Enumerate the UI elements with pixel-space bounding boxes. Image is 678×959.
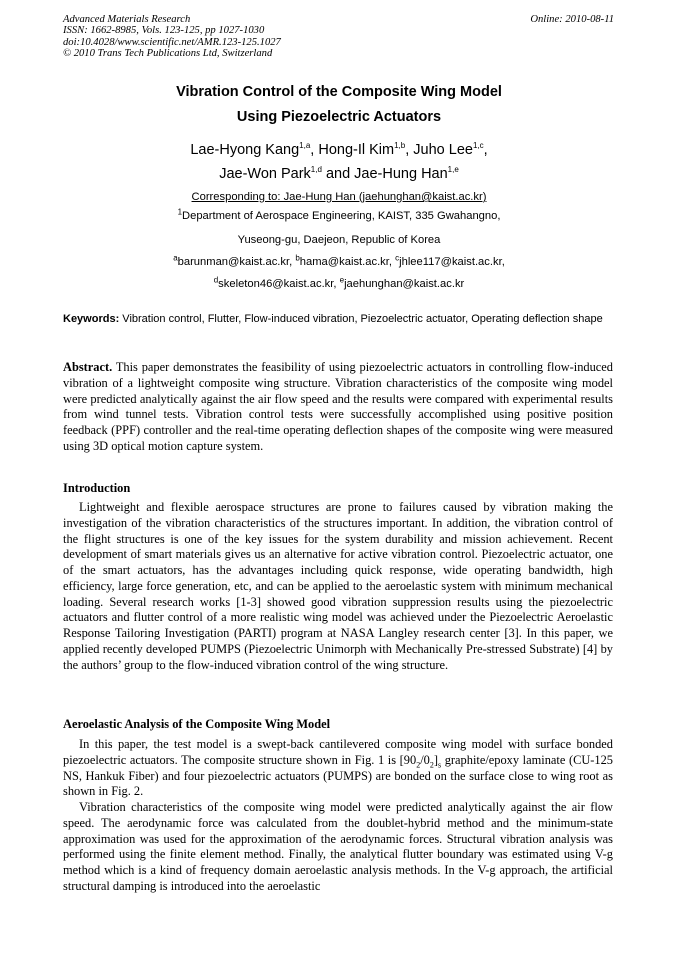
author-separator: and <box>321 166 355 182</box>
text-run: /0 <box>420 752 430 767</box>
corresponding-author <box>0 191 678 203</box>
subscript: s <box>437 760 442 770</box>
aeroelastic-paragraph-1-text <box>63 737 613 800</box>
email-mark: b <box>295 253 300 263</box>
corresponding-author-text: Corresponding to: Jae-Hung Han (jaehunghan@kaist.ac.kr) <box>191 191 487 203</box>
email-mark: c <box>395 253 400 263</box>
author-line-1 <box>0 138 678 162</box>
introduction-body <box>63 500 613 673</box>
abstract-text: This paper demonstrates the feasibility of using piezoelectric actuators in controlling flow-induced vibration of a lightweight composite wing structure. Vibration characteristics of the composite wing model were predicted analytically against the air flow speed and the results were compared with experimental results from wind tunnel tests. Vibration control tests were successfully accomplished using positive position feedback (PPF) controller and the real-time operating deflection shapes of the composite wing were measured using 3D optical motion capture system. <box>63 360 613 453</box>
author-affiliation-mark: 1,d <box>310 165 322 175</box>
section-heading-introduction: Introduction <box>63 481 131 495</box>
doi-line: doi:10.4028/www.scientific.net/AMR.123-125.1027 <box>63 36 281 48</box>
affiliation-line-2: Yuseong-gu, Daejeon, Republic of Korea <box>237 234 441 246</box>
subscript: 2 <box>416 760 421 770</box>
email-mark: d <box>213 275 219 285</box>
abstract-label: Abstract. <box>63 360 113 374</box>
keywords-label: Keywords: <box>63 313 120 325</box>
author-line-2 <box>0 162 678 186</box>
email-address: barunman@kaist.ac.kr <box>177 256 290 268</box>
aeroelastic-paragraph-1 <box>63 737 613 800</box>
author-name: Jae-Hung Han <box>354 166 448 182</box>
email-line-1 <box>0 255 678 269</box>
paper-title-line-1: Vibration Control of the Composite Wing Model <box>176 84 502 100</box>
section-heading-aeroelastic: Aeroelastic Analysis of the Composite Wing Model <box>63 717 331 731</box>
email-line-2 <box>0 277 678 291</box>
online-date: Online: 2010-08-11 <box>530 14 614 25</box>
journal-header <box>63 14 281 60</box>
email-separator: , <box>289 256 296 268</box>
author-separator: , <box>405 142 414 158</box>
author-name: Jae-Won Park <box>219 166 311 182</box>
email-separator: , <box>388 256 396 268</box>
author-name: Hong-Il Kim <box>318 142 395 158</box>
aeroelastic-paragraph-2-text: Vibration characteristics of the composite wing model were predicted analytically against the air flow speed. The aerodynamic force was calculated from the doublet-hybrid method and the minimum-state approximation was used for the approximation of the aerodynamic forces. Structural vibration analysis was performed using the finite element method. Finally, the analytical flutter boundary was estimated using V-g method which is a kind of frequency domain aeroelastic analysis methods. In the V-g approach, the artificial structural damping is introduced into the aeroelastic <box>63 800 613 893</box>
keywords-text: Vibration control, Flutter, Flow-induced vibration, Piezoelectric actuator, Operating deflection shape <box>119 313 603 325</box>
email-separator: , <box>333 278 340 290</box>
email-mark: e <box>339 275 345 285</box>
text-run: In this paper, the test model is a swept-back cantilevered composite wing model with surface bonded piezoelectric actuators. The composite structure shown in Fig. 1 is [90 <box>63 737 613 767</box>
journal-name: Advanced Materials Research <box>63 14 191 25</box>
email-address: hama@kaist.ac.kr <box>299 256 389 268</box>
email-address: skeleton46@kaist.ac.kr <box>218 278 334 290</box>
author-name: Lae-Hyong Kang <box>190 142 300 158</box>
email-address: jaehunghan@kaist.ac.kr <box>344 278 465 290</box>
paper-title-line-2: Using Piezoelectric Actuators <box>236 109 442 125</box>
introduction-paragraph: Lightweight and flexible aerospace structures are prone to failures caused by vibration making the investigation of the vibration characteristics of the structures important. In addition, the vibration control of the flight structures is one of the key issues for the system durability and mission achievement. Recent development of smart materials gives us an alternative for active vibration control. Piezoelectric actuator, one of the smart actuators, has the advantages including quick response, wide operating bandwidth, high efficiency, large force generation, etc, and can be applied to the aeroelastic system with minimum mechanical loading. Several research works [1-3] showed good vibration suppression results using the piezoelectric actuators and flutter control of a more realistic wing model was achieved under the Piezoelectric Aeroelastic Response Tailoring Investigation (PARTI) program at NASA Langley research center [3]. In this paper, we applied recently developed PUMPS (Piezoelectric Unimorph with Mechanically Pre-stressed Substrate) [4] by the authors’ group to the flow-induced vibration control of the wing structure. <box>63 500 613 672</box>
subscript: 2 <box>429 760 434 770</box>
affiliation-text: Department of Aerospace Engineering, KAIST, 335 Gwahangno, <box>182 210 501 222</box>
copyright-line: © 2010 Trans Tech Publications Ltd, Switzerland <box>63 48 273 60</box>
email-mark: a <box>173 253 178 263</box>
affiliation-line-1 <box>0 209 678 223</box>
author-affiliation-mark: 1,e <box>447 165 459 175</box>
email-separator: , <box>501 256 505 268</box>
author-affiliation-mark: 1,a <box>299 141 311 151</box>
keywords <box>63 312 613 326</box>
author-name: Juho Lee <box>413 142 473 158</box>
text-run: ] <box>433 752 438 767</box>
email-address: jhlee117@kaist.ac.kr <box>399 256 502 268</box>
abstract <box>63 360 613 455</box>
author-affiliation-mark: 1,b <box>394 141 406 151</box>
author-affiliation-mark: 1,c <box>472 141 484 151</box>
issn-line: ISSN: 1662-8985, Vols. 123-125, pp 1027-1030 <box>63 25 265 37</box>
author-separator: , <box>483 142 488 158</box>
text-run: graphite/epoxy laminate (CU-125 NS, Hankuk Fiber) and four piezoelectric actuators (PUMPS) are bonded on the surface close to wing root as shown in Fig. 2. <box>63 752 613 799</box>
author-separator: , <box>310 142 319 158</box>
affiliation-mark: 1 <box>177 207 183 217</box>
aeroelastic-paragraph-2 <box>63 800 613 895</box>
